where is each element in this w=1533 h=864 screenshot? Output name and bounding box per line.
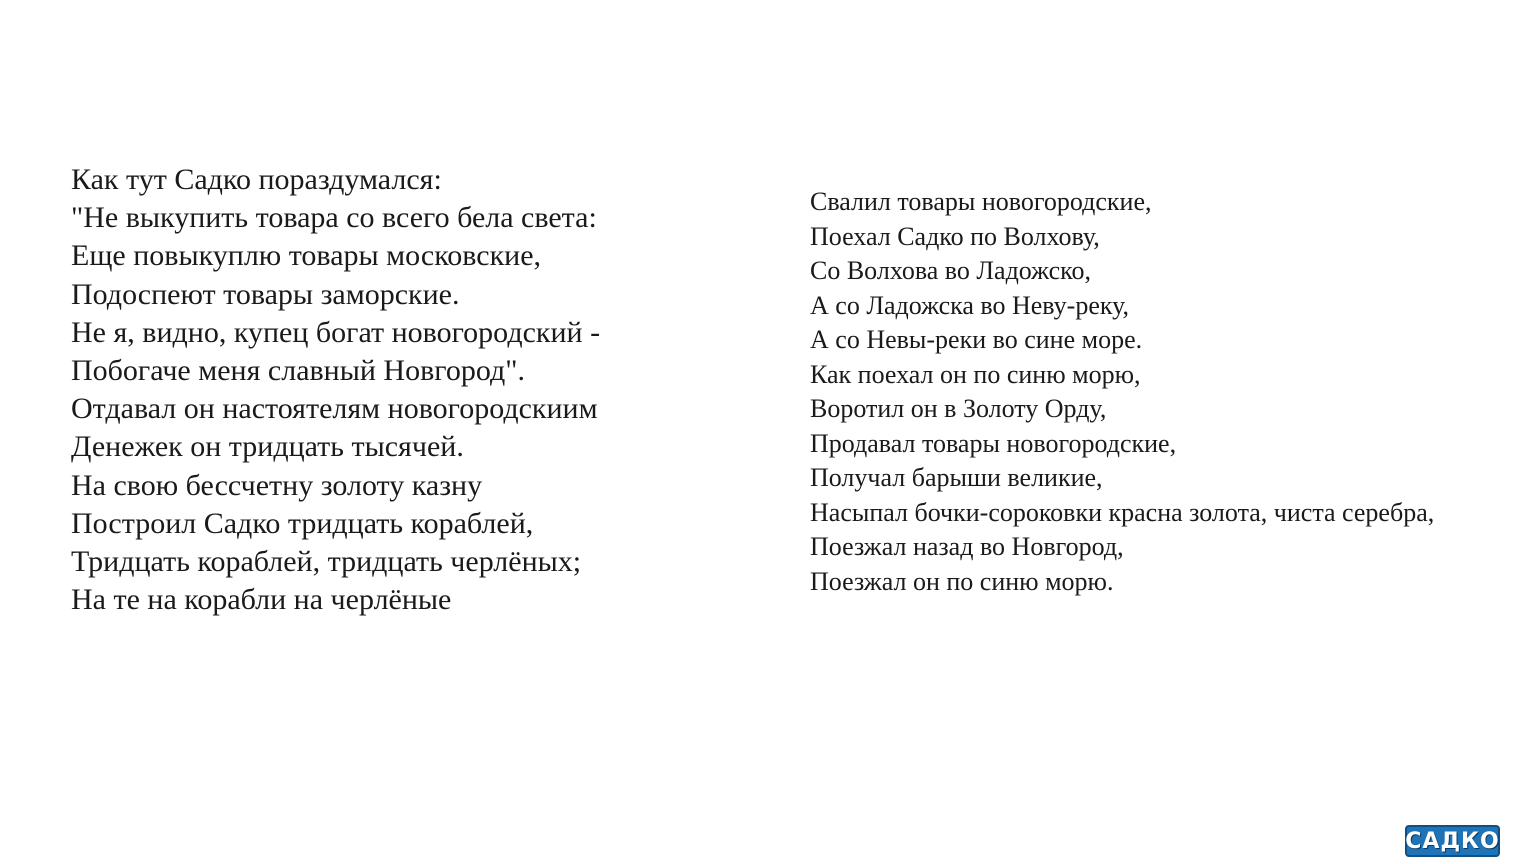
- poem-line: Поехал Садко по Волхову,: [810, 221, 1100, 251]
- poem-line: На те на корабли на черлёные: [71, 583, 452, 617]
- poem-line: Воротил он в Золоту Орду,: [810, 394, 1107, 423]
- poem-line: "Не выкупить товара со всего бела света:: [71, 201, 597, 235]
- poem-line: Свалил товары новогородские,: [810, 187, 1152, 216]
- poem-line: А со Ладожска во Неву-реку,: [810, 290, 1130, 320]
- poem-line: Как поехал он по синю морю,: [810, 359, 1141, 389]
- poem-line: Насыпал бочки-сороковки красна золота, чиста серебра,: [810, 497, 1435, 527]
- sadko-logo: [1405, 825, 1500, 857]
- poem-line: Еще повыкуплю товары московские,: [71, 239, 542, 273]
- poem-line: Получал барыши великие,: [810, 463, 1103, 492]
- poem-line: Поезжал назад во Новгород,: [810, 532, 1124, 561]
- poem-line: Построил Садко тридцать кораблей,: [71, 506, 534, 540]
- poem-line: Подоспеют товары заморские.: [71, 277, 460, 311]
- logo-text: САДКО: [1405, 828, 1500, 854]
- poem-line: Тридцать кораблей, тридцать черлёных;: [71, 545, 582, 579]
- poem-line: Побогаче меня славный Новгород".: [71, 354, 525, 388]
- poem-line: А со Невы-реки во сине море.: [810, 325, 1143, 354]
- poem-line: Поезжал он по синю морю.: [810, 566, 1114, 596]
- poem-line: Отдавал он настоятелям новогородскиим: [71, 392, 598, 426]
- poem-line: На свою бессчетну золоту казну: [71, 468, 483, 502]
- left-poem-column: [71, 161, 600, 619]
- poem-line: Не я, видно, купец богат новогородский -: [71, 315, 601, 349]
- poem-line: Продавал товары новогородские,: [810, 428, 1177, 458]
- poem-line: Со Волхова во Ладожско,: [810, 256, 1091, 285]
- right-poem-column: [810, 185, 1434, 599]
- poem-line: Денежек он тридцать тысячей.: [71, 430, 464, 464]
- poem-line: Как тут Садко пораздумался:: [71, 163, 442, 196]
